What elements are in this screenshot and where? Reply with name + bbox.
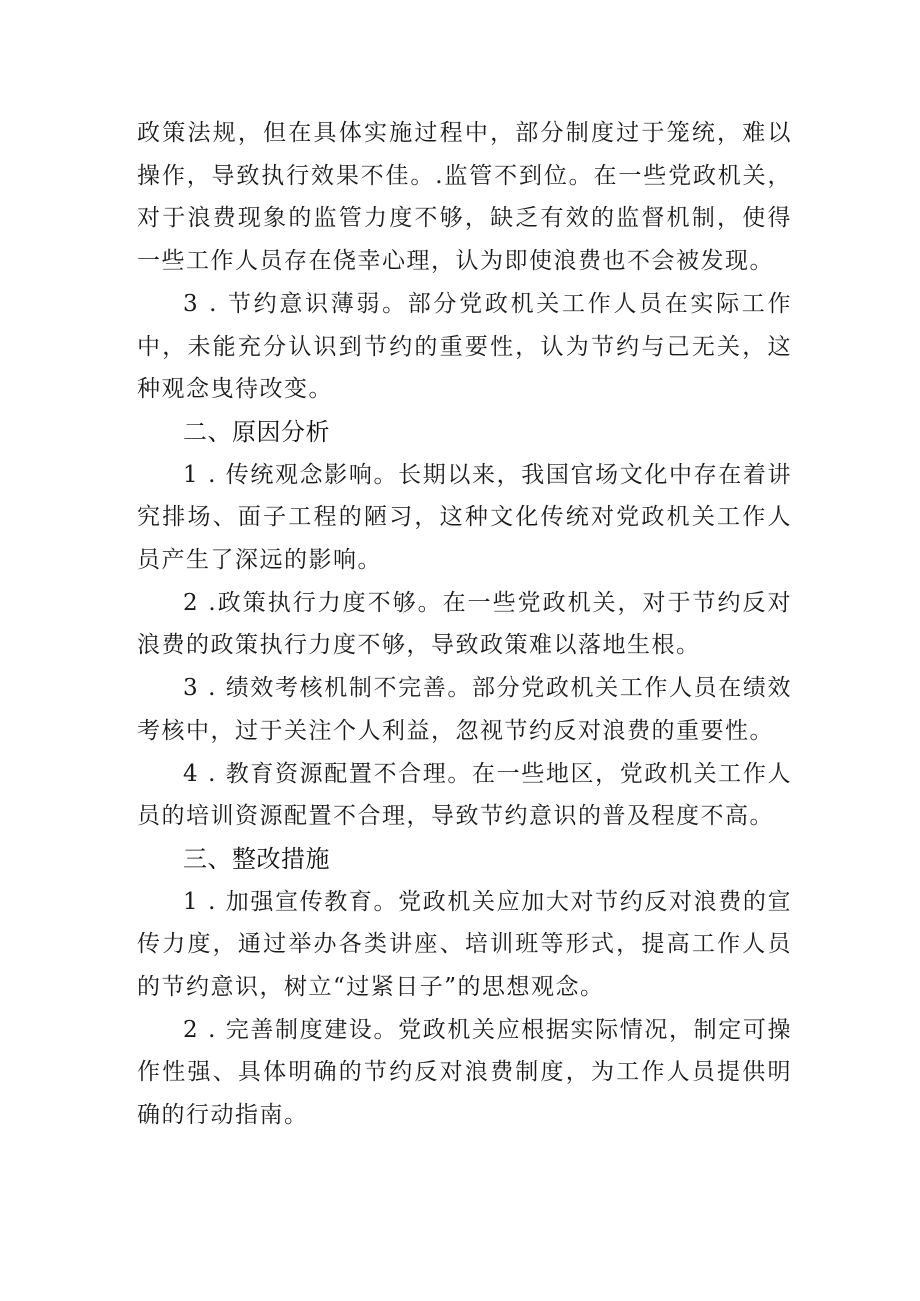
paragraph-item-3-awareness: 3 . 节约意识薄弱。部分党政机关工作人员在实际工作中，未能充分认识到节约的重要性，认为节约与己无关，这种观念曳待改变。 <box>137 290 792 403</box>
paragraph-measure-1: 1 . 加强宣传教育。党政机关应加大对节约反对浪费的宣传力度，通过举办各类讲座、培训班等形式，提高工作人员的节约意识，树立“过紧日子”的思想观念。 <box>137 888 792 1001</box>
paragraph-cause-2: 2 .政策执行力度不够。在一些党政机关，对于节约反对浪费的政策执行力度不够，导致政策难以落地生根。 <box>137 589 792 659</box>
paragraph-cause-4: 4 . 教育资源配置不合理。在一些地区，党政机关工作人员的培训资源配置不合理，导致节约意识的普及程度不高。 <box>137 760 792 830</box>
document-body <box>137 112 792 1137</box>
section-heading-cause-analysis: 二、原因分析 <box>183 417 330 446</box>
paragraph-cause-1: 1 . 传统观念影响。长期以来，我国官场文化中存在着讲究排场、面子工程的陋习，这种文化传统对党政机关工作人员产生了深远的影响。 <box>137 461 792 574</box>
paragraph-measure-2: 2 . 完善制度建设。党政机关应根据实际情况，制定可操作性强、具体明确的节约反对浪费制度，为工作人员提供明确的行动指南。 <box>137 1016 792 1129</box>
paragraph-policy-continuation: 政策法规，但在具体实施过程中，部分制度过于笼统，难以操作，导致执行效果不佳。.监管不到位。在一些党政机关，对于浪费现象的监管力度不够，缺乏有效的监督机制，使得一些工作人员存在侥幸心理，认为即使浪费也不会被发现。 <box>137 120 792 275</box>
paragraph-cause-3: 3 . 绩效考核机制不完善。部分党政机关工作人员在绩效考核中，过于关注个人利益，忽视节约反对浪费的重要性。 <box>137 675 792 744</box>
section-heading-rectification: 三、整改措施 <box>183 844 330 873</box>
